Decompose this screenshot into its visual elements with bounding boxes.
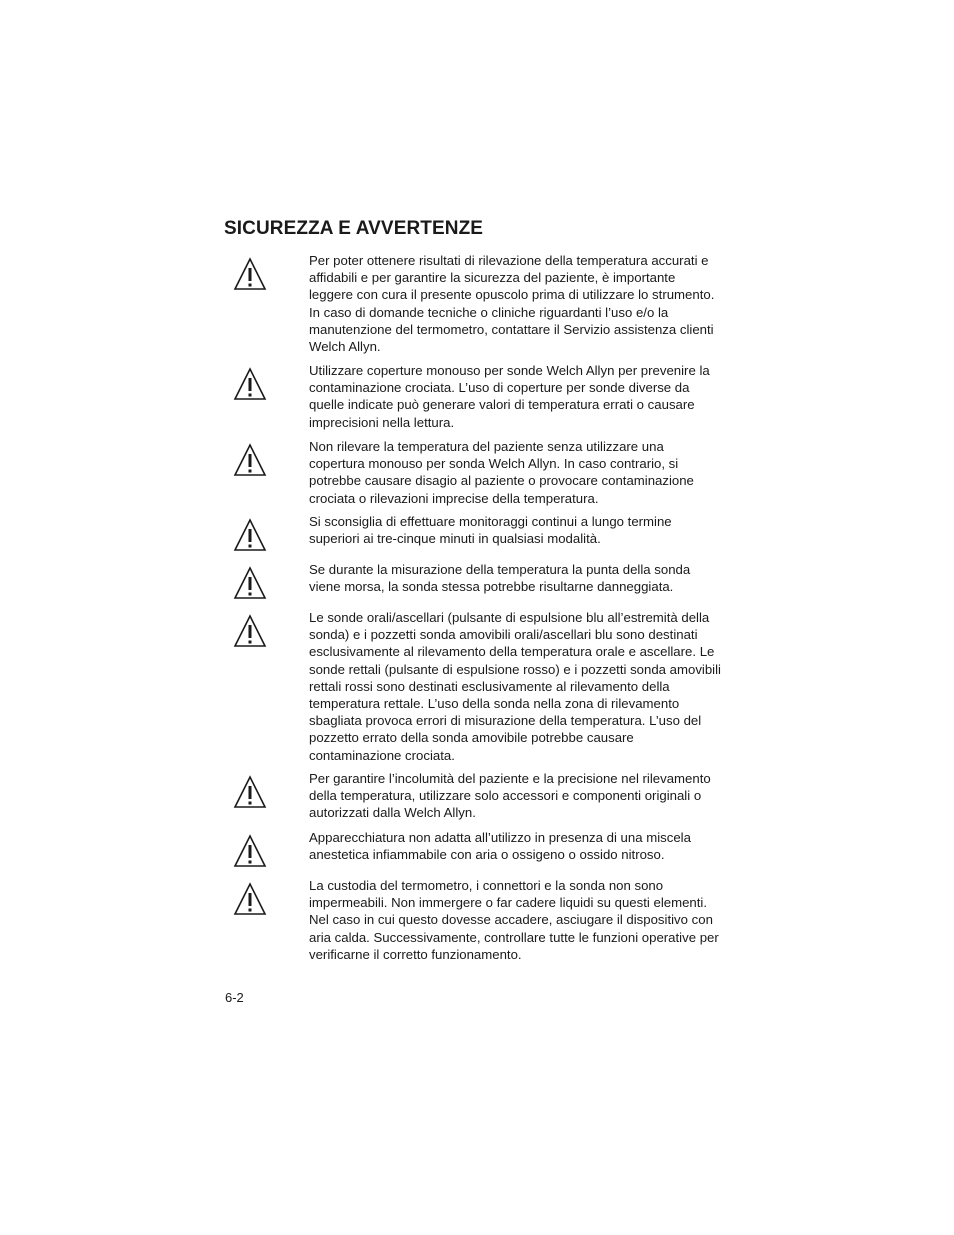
warning-triangle-icon <box>233 367 267 401</box>
warning-text: Non rilevare la temperatura del paziente senza utilizzare una copertura monouso per sonda Welch Allyn. In caso contrario, si potrebbe causare disagio al paziente o provocare contaminazione crociata o rilevazioni imprecise della temperatura. <box>309 439 694 506</box>
page-title: SICUREZZA E AVVERTENZE <box>224 218 484 239</box>
warning-triangle-icon <box>233 614 267 648</box>
warning-triangle-icon <box>233 834 267 868</box>
warning-triangle-icon <box>233 566 267 600</box>
warning-text: La custodia del termometro, i connettori e la sonda non sono impermeabili. Non immergere o far cadere liquidi su questi elementi. Nel caso in cui questo dovesse accadere, asciugare il dispositivo con aria calda. Successivamente, controllare tutte le funzioni operative per verificarne il corretto funzionamento. <box>309 878 719 962</box>
page-number: 6-2 <box>225 990 244 1005</box>
warning-triangle-icon <box>233 775 267 809</box>
warning-text: Apparecchiatura non adatta all’utilizzo in presenza di una miscela anestetica infiammabile con aria o ossigeno o ossido nitroso. <box>309 830 691 863</box>
warning-text: Per poter ottenere risultati di rilevazione della temperatura accurati e affidabili e per garantire la sicurezza del paziente, è importante leggere con cura il presente opuscolo prima di utilizzare lo strumento. In caso di domande tecniche o cliniche riguardanti l’uso e/o la manutenzione del termometro, contattare il Servizio assistenza clienti Welch Allyn. <box>309 253 715 355</box>
warning-text: Le sonde orali/ascellari (pulsante di espulsione blu all’estremità della sonda) e i pozzetti sonda amovibili orali/ascellari blu sono destinati esclusivamente al rilevamento della temperatura orale e ascellare. Le sonde rettali (pulsante di espulsione rosso) e i pozzetti sonda amovibili rettali rossi sono destinati esclusivamente al rilevamento della temperatura rettale. L’uso della sonda nella zona di rilevamento sbagliata provoca errori di misurazione della temperatura. L’uso del pozzetto errato della sonda amovibile potrebbe causare contaminazione crociata. <box>309 610 721 763</box>
warning-text: Per garantire l’incolumità del paziente e la precisione nel rilevamento della temperatura, utilizzare solo accessori e componenti originali o autorizzati dalla Welch Allyn. <box>309 771 711 821</box>
warning-triangle-icon <box>233 257 267 291</box>
warning-text: Se durante la misurazione della temperatura la punta della sonda viene morsa, la sonda stessa potrebbe risultarne danneggiata. <box>309 562 691 595</box>
warning-text: Si sconsiglia di effettuare monitoraggi continui a lungo termine superiori ai tre-cinque minuti in qualsiasi modalità. <box>309 514 672 547</box>
warning-triangle-icon <box>233 882 267 916</box>
warning-triangle-icon <box>233 518 267 552</box>
warning-triangle-icon <box>233 443 267 477</box>
warning-text: Utilizzare coperture monouso per sonde Welch Allyn per prevenire la contaminazione crociata. L’uso di coperture per sonde diverse da quelle indicate può generare valori di temperatura errati o causare imprecisioni nella lettura. <box>309 363 710 430</box>
